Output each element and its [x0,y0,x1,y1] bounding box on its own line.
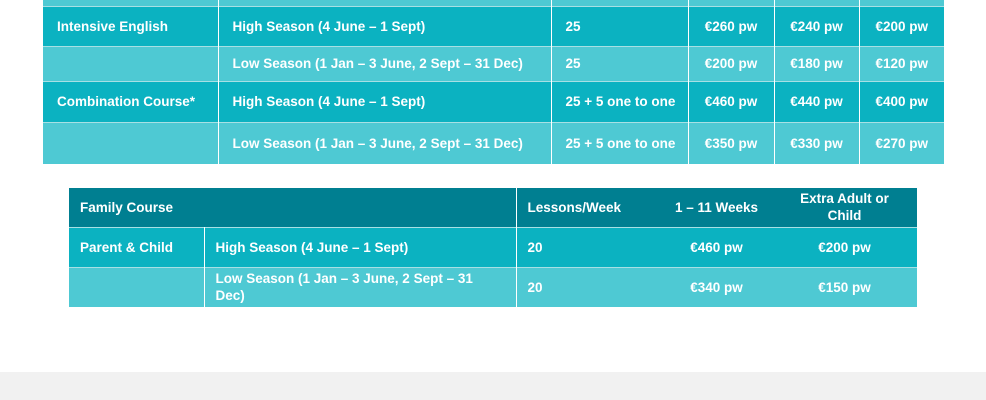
course-name: Parent & Child [69,227,204,267]
course-name [69,267,204,307]
lessons-per-week: 25 [551,46,688,81]
course-name [43,122,218,164]
price-cell: €180 pw [774,46,859,81]
course-name [43,46,218,81]
column-header-extra: Extra Adult or Child [772,188,917,227]
price-cell: €460 pw [688,81,774,122]
lessons-per-week: 25 + 5 one to one [551,122,688,164]
price-cell: €460 pw [661,227,772,267]
price-cell: €200 pw [688,46,774,81]
price-cell: €350 pw [688,122,774,164]
lessons-per-week: 25 + 5 one to one [551,81,688,122]
lessons-per-week: 25 [551,6,688,46]
footer-band [0,372,986,400]
lessons-per-week: 20 [516,267,661,307]
price-cell: €260 pw [688,6,774,46]
table-row [43,81,944,122]
course-pricing-table [43,0,944,164]
course-name: Combination Course* [43,81,218,122]
season-label: High Season (4 June – 1 Sept) [218,6,551,46]
season-label: Low Season (1 Jan – 3 June, 2 Sept – 31 Dec) [204,267,516,307]
column-header-lessons: Lessons/Week [516,188,661,227]
price-cell: €200 pw [859,6,944,46]
column-header-weeks: 1 – 11 Weeks [661,188,772,227]
table-row [43,6,944,46]
price-cell: €200 pw [772,227,917,267]
season-label: Low Season (1 Jan – 3 June, 2 Sept – 31 Dec) [218,46,551,81]
table-row [69,267,917,307]
price-cell: €340 pw [661,267,772,307]
price-cell: €120 pw [859,46,944,81]
family-course-table [69,188,917,307]
family-course-title: Family Course [69,188,516,227]
price-cell: €270 pw [859,122,944,164]
table-row [43,122,944,164]
price-cell: €150 pw [772,267,917,307]
lessons-per-week: 20 [516,227,661,267]
table-row [43,46,944,81]
season-label: High Season (4 June – 1 Sept) [218,81,551,122]
season-label: High Season (4 June – 1 Sept) [204,227,516,267]
table-header-row [69,188,917,227]
price-cell: €240 pw [774,6,859,46]
season-label: Low Season (1 Jan – 3 June, 2 Sept – 31 Dec) [218,122,551,164]
price-cell: €330 pw [774,122,859,164]
course-name: Intensive English [43,6,218,46]
price-cell: €440 pw [774,81,859,122]
table-row [69,227,917,267]
price-cell: €400 pw [859,81,944,122]
